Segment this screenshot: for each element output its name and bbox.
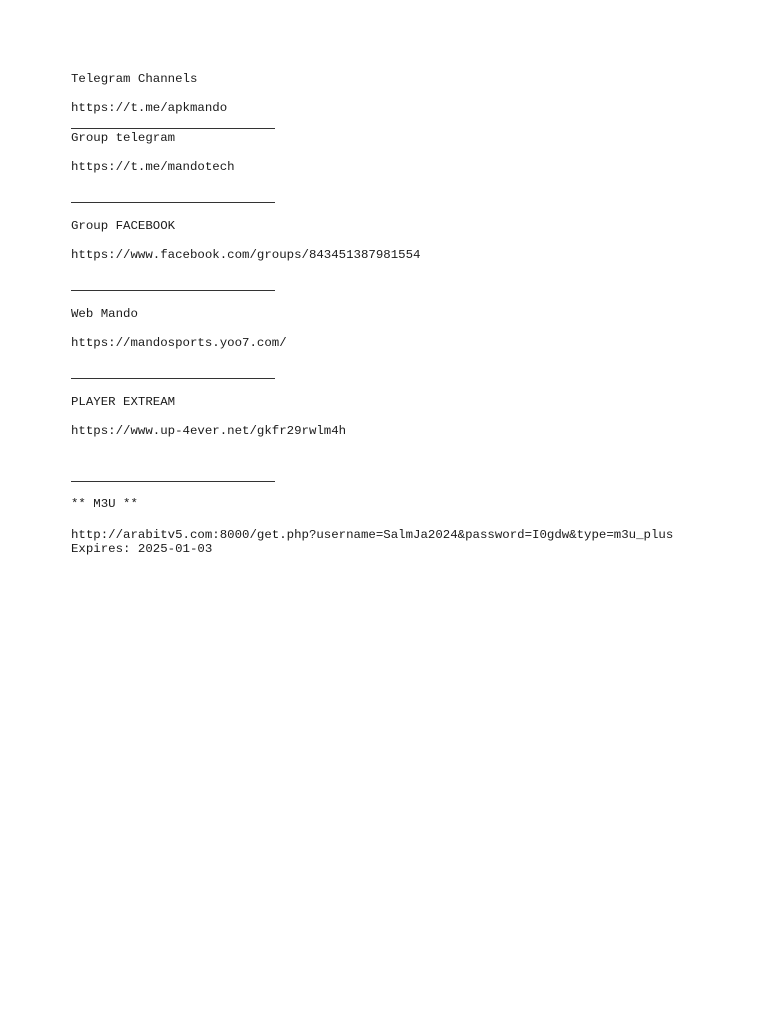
section-title-group-facebook: Group FACEBOOK [71,219,176,233]
divider [71,378,275,379]
divider [71,202,275,203]
link-telegram-channels[interactable]: https://t.me/apkmando [71,101,228,115]
section-title-telegram-channels: Telegram Channels [71,72,198,86]
link-player-extream[interactable]: https://www.up-4ever.net/gkfr29rwlm4h [71,424,347,438]
section-title-group-telegram: Group telegram [71,131,176,145]
divider [71,481,275,482]
divider [71,128,275,129]
m3u-expires: Expires: 2025-01-03 [71,542,213,556]
link-web-mando[interactable]: https://mandosports.yoo7.com/ [71,336,287,350]
m3u-heading: ** M3U ** [71,497,138,511]
divider [71,290,275,291]
link-group-telegram[interactable]: https://t.me/mandotech [71,160,235,174]
section-title-player-extream: PLAYER EXTREAM [71,395,176,409]
section-title-web-mando: Web Mando [71,307,138,321]
m3u-url[interactable]: http://arabitv5.com:8000/get.php?username=SalmJa2024&password=I0gdw&type=m3u_plus [71,528,674,542]
link-group-facebook[interactable]: https://www.facebook.com/groups/843451387981554 [71,248,421,262]
